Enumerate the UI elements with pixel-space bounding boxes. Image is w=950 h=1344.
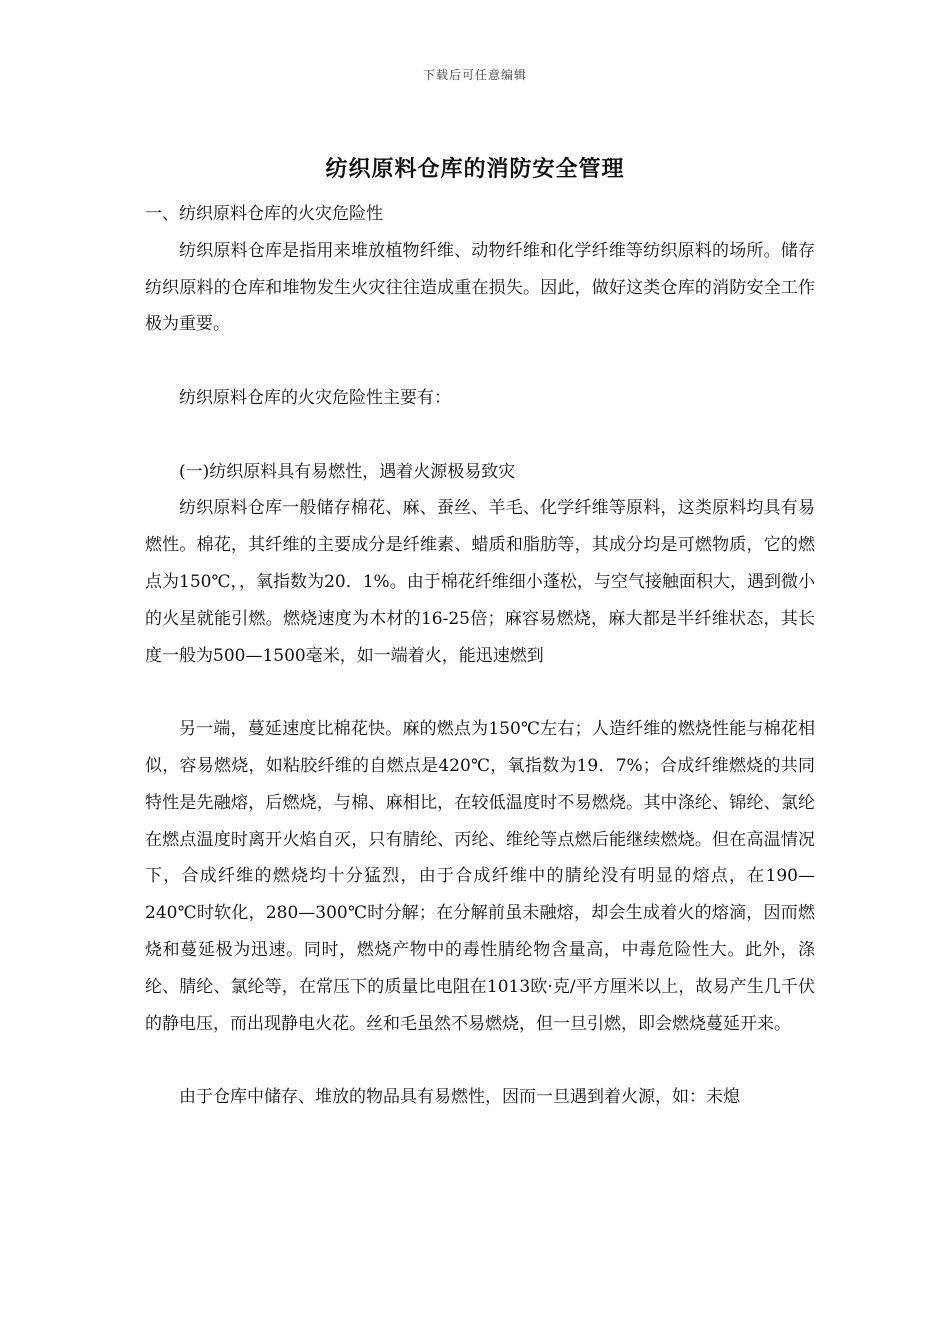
paragraph-gap [145,343,815,380]
body-paragraph: 另一端，蔓延速度比棉花快。麻的燃点为150℃左右；人造纤维的燃烧性能与棉花相似，容易燃烧，如粘胶纤维的自燃点是420℃，氧指数为19．7%；合成纤维燃烧的共同特性是先融熔，后燃烧，与棉、麻相比，在较低温度时不易燃烧。其中涤纶、锦纶、氯纶在燃点温度时离开火焰自灭，只有腈纶、丙纶、维纶等点燃后能继续燃烧。但在高温情况下，合成纤维的燃烧均十分猛烈，由于合成纤维中的腈纶没有明显的熔点，在190—240℃时软化，280—300℃时分解；在分解前虽未融熔，却会生成着火的熔滴，因而燃烧和蔓延极为迅速。同时，燃烧产物中的毒性腈纶物含量高，中毒危险性大。此外，涤纶、腈纶、氯纶等，在常压下的质量比电阻在1013欧·克/平方厘米以上，故易产生几千伏的静电压，而出现静电火花。丝和毛虽然不易燃烧，但一旦引燃，即会燃烧蔓延开来。 [145,719,815,1034]
document-body [145,196,815,1116]
document-title: 纺织原料仓库的消防安全管理 [325,156,625,182]
paragraph-gap [145,1042,815,1079]
intro-paragraph: 纺织原料仓库是指用来堆放植物纤维、动物纤维和化学纤维等纺织原料的场所。储存纺织原料的仓库和堆物发生火灾往往造成重在损失。因此，做好这类仓库的消防安全工作极为重要。 [145,240,815,335]
body-paragraph: 由于仓库中储存、堆放的物品具有易燃性，因而一旦遇到着火源，如：未熄 [179,1087,740,1108]
lead-paragraph: 纺织原料仓库的火灾危险性主要有： [179,387,451,408]
header-note: 下载后可任意编辑 [422,68,527,82]
section-heading: 一、纺织原料仓库的火灾危险性 [145,204,383,224]
paragraph-gap [145,417,815,454]
body-paragraph: 纺织原料仓库一般储存棉花、麻、蚕丝、羊毛、化学纤维等原料，这类原料均具有易燃性。棉花，其纤维的主要成分是纤维素、蜡质和脂肪等，其成分均是可燃物质，它的燃点为150℃，，氧指数为20．1%。由于棉花纤维细小蓬松，与空气接触面积大，遇到微小的火星就能引燃。燃烧速度为木材的16-25倍；麻容易燃烧，麻大都是半纤维状态，其长度一般为500—1500毫米，如一端着火，能迅速燃到 [145,498,815,666]
subsection-heading: (一)纺织原料具有易燃性，遇着火源极易致灾 [179,461,516,482]
paragraph-gap [145,674,815,711]
